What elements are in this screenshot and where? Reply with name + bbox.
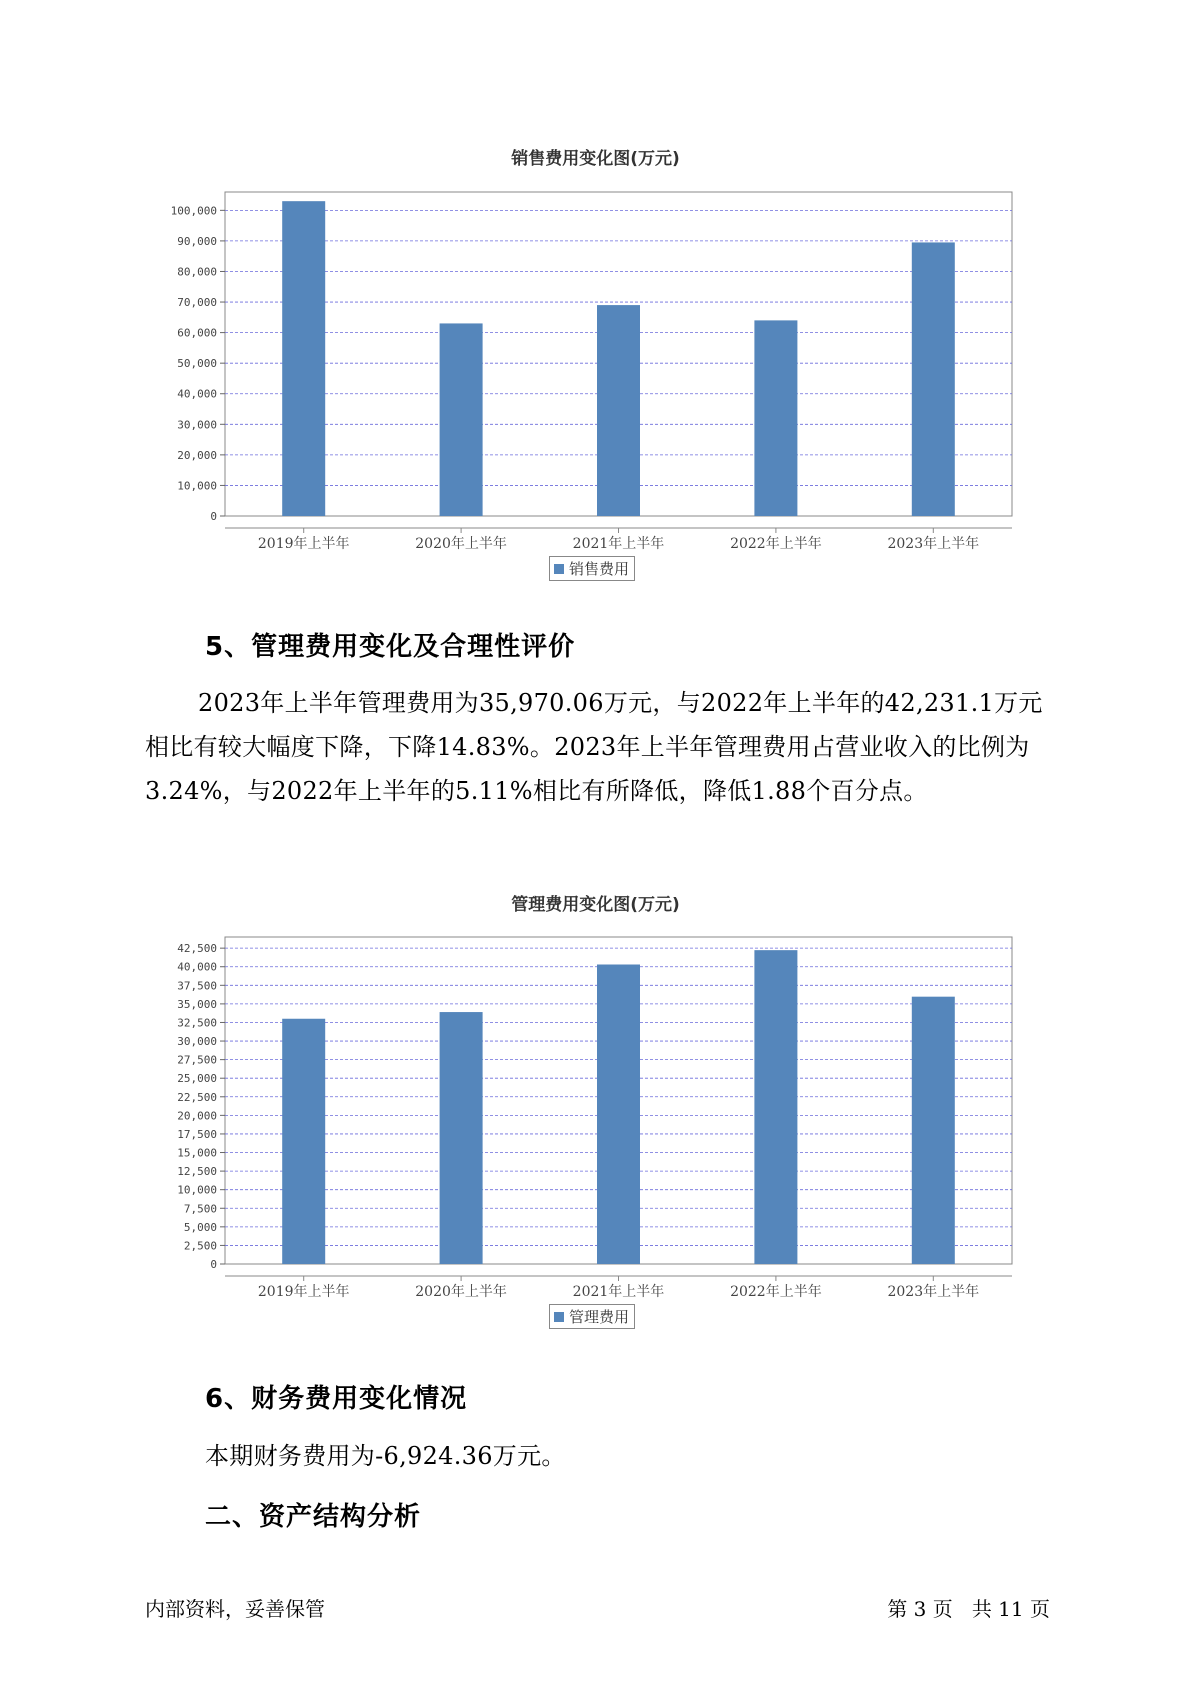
x-tick-label: 2020年上半年 [415, 1284, 507, 1300]
y-tick-label: 42,500 [177, 942, 217, 956]
finance-expense-heading: 6、财务费用变化情况 [205, 1384, 468, 1414]
bar [597, 964, 640, 1264]
y-tick-label: 10,000 [177, 479, 217, 493]
legend-label: 销售费用 [569, 560, 630, 578]
admin-expense-paragraph: 2023年上半年管理费用为35,970.06万元，与2022年上半年的42,231.1万元相比有较大幅度下降，下降14.83%。2023年上半年管理费用占营业收入的比例为3.24%，与2022年上半年的5.11%相比有所降低，降低1.88个百分点。 [145, 689, 1043, 805]
y-tick-label: 35,000 [177, 997, 217, 1011]
y-tick-label: 0 [210, 1258, 217, 1271]
admin-expense-heading: 5、管理费用变化及合理性评价 [205, 632, 576, 662]
y-tick-label: 27,500 [177, 1053, 217, 1067]
y-tick-label: 25,000 [177, 1072, 217, 1086]
x-tick-label: 2022年上半年 [730, 1284, 822, 1300]
x-tick-label: 2023年上半年 [887, 1284, 980, 1300]
y-tick-label: 40,000 [177, 960, 217, 974]
y-tick-label: 32,500 [177, 1016, 217, 1030]
y-tick-label: 90,000 [177, 234, 217, 248]
y-tick-label: 60,000 [177, 326, 217, 340]
y-tick-label: 30,000 [177, 418, 217, 432]
x-tick-label: 2020年上半年 [415, 536, 507, 552]
footer-confidential: 内部资料，妥善保管 [145, 1597, 325, 1621]
bar [440, 1012, 483, 1264]
x-tick-label: 2021年上半年 [572, 1284, 665, 1300]
y-tick-label: 30,000 [177, 1035, 217, 1049]
x-tick-label: 2021年上半年 [572, 536, 665, 552]
sales-chart-title: 销售费用变化图(万元) [511, 149, 680, 169]
legend-label: 管理费用 [569, 1308, 630, 1326]
bar [754, 950, 797, 1264]
y-tick-label: 70,000 [177, 296, 217, 310]
bar [912, 997, 955, 1264]
x-tick-label: 2019年上半年 [257, 536, 350, 552]
admin-chart-title: 管理费用变化图(万元) [511, 895, 680, 915]
y-tick-label: 5,000 [183, 1220, 217, 1234]
x-tick-label: 2023年上半年 [887, 536, 980, 552]
y-tick-label: 100,000 [170, 204, 217, 218]
x-tick-label: 2022年上半年 [730, 536, 822, 552]
y-tick-label: 0 [210, 510, 217, 523]
y-tick-label: 40,000 [177, 387, 217, 401]
x-tick-label: 2019年上半年 [257, 1284, 350, 1300]
y-tick-label: 20,000 [177, 1109, 217, 1123]
y-tick-label: 20,000 [177, 448, 217, 462]
y-tick-label: 2,500 [183, 1239, 217, 1253]
y-tick-label: 50,000 [177, 357, 217, 371]
asset-structure-heading: 二、资产结构分析 [205, 1502, 422, 1532]
legend-swatch [554, 1312, 564, 1322]
y-tick-label: 12,500 [177, 1165, 217, 1179]
y-tick-label: 22,500 [177, 1090, 217, 1104]
admin-chart-legend [549, 1304, 635, 1329]
bar [282, 1019, 325, 1264]
y-tick-label: 10,000 [177, 1183, 217, 1197]
footer-page-number: 第 3 页 共 11 页 [887, 1597, 1050, 1621]
y-tick-label: 7,500 [183, 1202, 217, 1216]
y-tick-label: 17,500 [177, 1127, 217, 1141]
y-tick-label: 15,000 [177, 1146, 217, 1160]
y-tick-label: 37,500 [177, 979, 217, 993]
finance-expense-text: 本期财务费用为-6,924.36万元。 [205, 1442, 566, 1470]
y-tick-label: 80,000 [177, 265, 217, 279]
